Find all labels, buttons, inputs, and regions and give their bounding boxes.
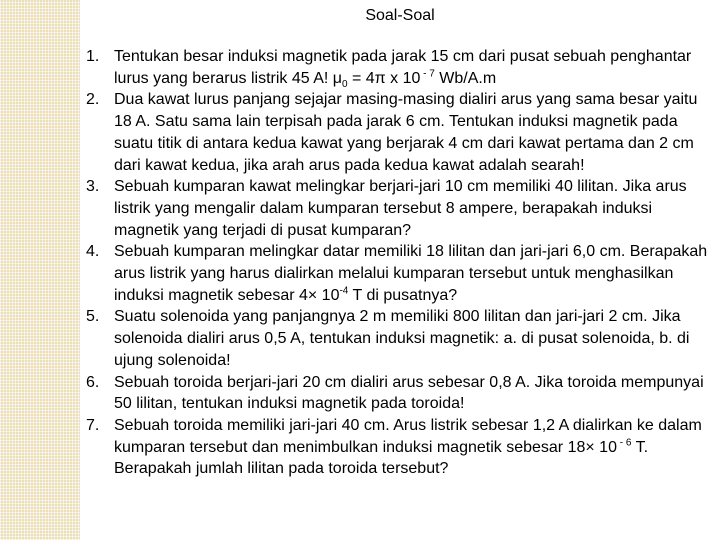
- question-text: Dua kawat lurus panjang sejajar masing-masing dialiri arus yang sama besar yaitu 18 A. Satu sama lain terpisah pada jarak 6 cm. Tentukan induksi magnetik pada suatu titik di antara kedua kawat yang berjarak 4 cm dari kawat pertama dan 2 cm dari kawat kedua, jika arah arus pada kedua kawat adalah searah!: [114, 91, 698, 174]
- question-number: 4.: [86, 243, 100, 261]
- question-text: Wb/A.m: [434, 69, 497, 87]
- question-text: Suatu solenoida yang panjangnya 2 m memiliki 800 lilitan dan jari-jari 2 cm. Jika solenoida dialiri arus 0,5 A, tentukan induksi magnetik: a. di pusat solenoida, b. di ujung solenoida!: [114, 308, 690, 369]
- question-text: Tentukan besar induksi magnetik pada jarak 15 cm dari pusat sebuah penghantar lurus yang berarus listrik 45 A! μ: [114, 48, 692, 87]
- superscript: -4: [339, 285, 349, 297]
- question-text: T. Berapakah jumlah lilitan pada toroida tersebut?: [114, 438, 649, 478]
- superscript: - 7: [420, 68, 435, 80]
- question-number: 1.: [86, 48, 100, 65]
- question-item: [86, 241, 708, 306]
- question-item: [86, 89, 708, 176]
- question-number: 2.: [86, 91, 100, 109]
- question-item: [86, 415, 708, 480]
- question-text: Sebuah toroida memiliki jari-jari 40 cm. Arus listrik sebesar 1,2 A dialirkan ke dalam kumparan tersebut dan menimbulkan induksi magnetik sebesar 18× 10: [114, 416, 702, 456]
- question-item: [86, 176, 708, 241]
- question-item: [86, 372, 708, 415]
- question-number: 5.: [86, 308, 100, 326]
- question-text: T di pusatnya?: [348, 286, 458, 304]
- question-text: Sebuah kumparan melingkar datar memiliki 18 lilitan dan jari-jari 6,0 cm. Berapakah arus listrik yang harus dialirkan melalui kumparan tersebut untuk menghasilkan induksi magnetik sebesar 4× 10: [114, 243, 708, 304]
- question-text: Sebuah kumparan kawat melingkar berjari-jari 10 cm memiliki 40 lilitan. Jika arus listrik yang mengalir dalam kumparan tersebut 8 ampere, berapakah induksi magnetik yang terjadi di pusat kumparan?: [114, 178, 687, 239]
- question-list: [86, 46, 708, 480]
- question-number: 6.: [86, 373, 100, 391]
- question-number: 7.: [86, 416, 100, 434]
- side-pattern-strip: [0, 0, 80, 540]
- question-item: [86, 46, 708, 90]
- page-title: Soal-Soal: [365, 7, 435, 24]
- question-item: [86, 306, 708, 371]
- subscript: 0: [341, 78, 348, 90]
- superscript: - 6: [616, 437, 632, 449]
- question-number: 3.: [86, 178, 100, 196]
- question-text: = 4π x 10: [347, 69, 421, 87]
- question-text: Sebuah toroida berjari-jari 20 cm dialiri arus sebesar 0,8 A. Jika toroida mempunyai 50 lilitan, tentukan induksi magnetik pada toroida!: [114, 373, 704, 413]
